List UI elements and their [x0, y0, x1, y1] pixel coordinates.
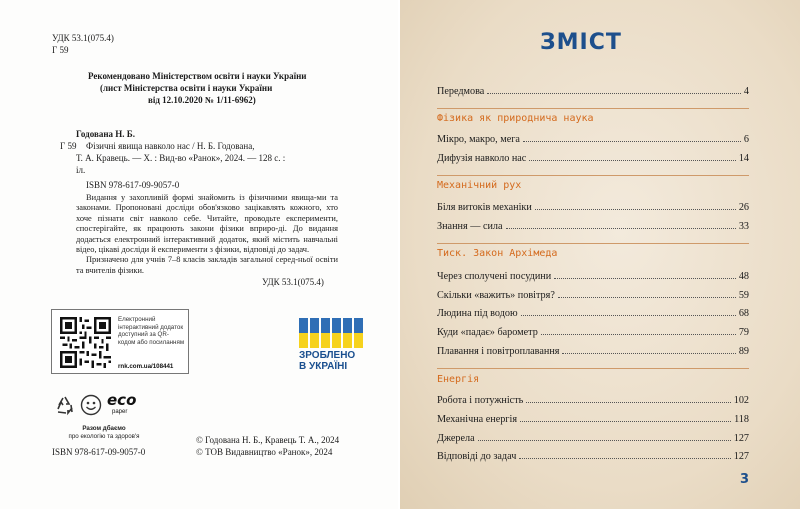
catalog-code: Г 59: [60, 141, 77, 151]
copyright-publisher: © ТОВ Видавництво «Ранок», 2024: [196, 447, 333, 457]
copyright-authors: © Годована Н. Б., Кравець Т. А., 2024: [196, 435, 340, 445]
udk-bottom: УДК 53.1(075.4): [262, 277, 324, 287]
toc-leader-dots: [487, 93, 741, 94]
toc-entry-page: 4: [743, 86, 749, 97]
eco-paper-logo: eco: [107, 391, 137, 409]
toc-entry-page: 118: [734, 414, 749, 425]
qr-code-box: [51, 309, 189, 374]
toc-entry-label: Дифузія навколо нас: [437, 153, 527, 164]
ukraine-flag-icon: [299, 318, 363, 348]
qr-description: Електронний інтерактивний додаток доступний за QR-кодом або посиланням: [118, 316, 185, 346]
toc-entry-label: Мікро, макро, мега: [437, 134, 520, 145]
toc-entry-page: 48: [738, 271, 749, 282]
toc-entry-page: 14: [738, 153, 749, 164]
toc-section-heading[interactable]: Енергія: [437, 374, 480, 385]
toc-entry-label: Передмова: [437, 86, 485, 97]
toc-leader-dots: [558, 297, 736, 298]
toc-leader-dots: [519, 458, 730, 459]
toc-entry-page: 68: [738, 308, 749, 319]
toc-section-heading[interactable]: Фізика як природнича наука: [437, 113, 594, 124]
catalog-line-4: іл.: [76, 165, 86, 175]
toc-entry[interactable]: [437, 218, 749, 232]
toc-leader-dots: [521, 315, 736, 316]
toc-entry[interactable]: [437, 411, 749, 425]
toc-entry[interactable]: [437, 305, 749, 319]
toc-entry-label: Знання — сила: [437, 221, 503, 232]
contents-page: [400, 0, 800, 509]
eco-caption-line-2: про екологію та здоров'я: [68, 432, 140, 440]
made-in-ukraine-line-1: ЗРОБЛЕНО: [299, 350, 356, 361]
catalog-line-2: Фізичні явища навколо нас / Н. Б. Годована,: [86, 141, 255, 151]
udk-top: УДК 53.1(075.4): [52, 33, 114, 43]
toc-leader-dots: [526, 402, 730, 403]
toc-entry[interactable]: [437, 448, 749, 462]
eco-caption: [54, 425, 154, 440]
toc-entry[interactable]: [437, 392, 749, 406]
made-in-ukraine-line-2: В УКРАЇНІ: [299, 360, 348, 372]
made-in-ukraine-badge: [299, 318, 363, 372]
qr-link[interactable]: rnk.com.ua/108441: [118, 363, 174, 370]
toc-leader-dots: [506, 228, 736, 229]
toc-entry-page: 33: [738, 221, 749, 232]
toc-leader-dots: [529, 160, 735, 161]
toc-entry-page: 89: [738, 346, 749, 357]
eco-paper-sub: paper: [112, 409, 128, 415]
toc-entry[interactable]: [437, 287, 749, 301]
toc-entry-label: Джерела: [437, 433, 475, 444]
toc-entry-label: Куди «падає» барометр: [437, 327, 538, 338]
imprint-page: [0, 0, 398, 509]
toc-entry[interactable]: [437, 268, 749, 282]
toc-leader-dots: [520, 421, 731, 422]
annotation-paragraph-1: Видання у захопливій формі знайомить із фізичними явища-ми та законами. Пропоновані досліди обов'язково зацікавлять кожного, хто хоче пізнати світ навколо себе. Читайте, проводьте експерименти, спостерігайте, як працюють закони фізики вприро-ді. До видання додається електронний інтерактивний додаток, який містить навчальні відео, цікаві досліди й експерименти з фізики, відповіді до задач.: [76, 193, 338, 255]
toc-entry-page: 127: [733, 451, 749, 462]
annotation-paragraph-2: Призначено для учнів 7–8 класів закладів загальної серед-ньої освіти та вчителів фізики.: [76, 255, 338, 275]
toc-entry-page: 102: [733, 395, 749, 406]
toc-leader-dots: [541, 334, 736, 335]
catalog-line-3: Т. А. Кравець. — Х. : Вид-во «Ранок», 2024. — 128 с. :: [76, 153, 286, 163]
toc-entry[interactable]: [437, 430, 749, 444]
toc-entry-label: Людина під водою: [437, 308, 518, 319]
isbn-middle: ISBN 978-617-09-9057-0: [86, 180, 180, 190]
section-divider: [437, 108, 749, 109]
toc-leader-dots: [554, 278, 736, 279]
toc-entry-page: 79: [738, 327, 749, 338]
toc-leader-dots: [523, 141, 741, 142]
toc-entry-label: Робота і потужність: [437, 395, 524, 406]
toc-entry-label: Через сполучені посудини: [437, 271, 552, 282]
isbn-bottom: ISBN 978-617-09-9057-0: [52, 447, 146, 457]
toc-leader-dots: [535, 209, 736, 210]
catalog-author: Годована Н. Б.: [76, 129, 136, 139]
section-divider: [437, 175, 749, 176]
toc-entry-label: Скільки «важить» повітря?: [437, 290, 555, 301]
qr-code-icon[interactable]: [60, 317, 111, 368]
toc-entry[interactable]: [437, 150, 749, 164]
recommendation-line-2: (лист Міністерства освіти і науки України: [100, 83, 273, 93]
recommendation-line-3: від 12.10.2020 № 1/11-6962): [148, 95, 256, 105]
toc-entry-page: 26: [738, 202, 749, 213]
toc-section-heading[interactable]: Механічний рух: [437, 180, 522, 191]
toc-entry-page: 6: [743, 134, 749, 145]
annotation: [76, 193, 338, 276]
eco-logos: [52, 392, 142, 418]
toc-entry[interactable]: [437, 343, 749, 357]
toc-entry[interactable]: [437, 199, 749, 213]
toc-entry-label: Механічна енергія: [437, 414, 518, 425]
toc-entry[interactable]: [437, 131, 749, 145]
toc-leader-dots: [478, 440, 731, 441]
bbk-top: Г 59: [52, 45, 69, 55]
toc-entry[interactable]: [437, 324, 749, 338]
section-divider: [437, 368, 749, 369]
toc-entry-label: Відповіді до задач: [437, 451, 517, 462]
section-divider: [437, 243, 749, 244]
contents-title: ЗМІСТ: [540, 30, 622, 55]
toc-entry-page: 127: [733, 433, 749, 444]
toc-leader-dots: [562, 353, 735, 354]
recycle-icon: [54, 394, 76, 416]
eco-caption-line-1: Разом дбаємо: [82, 425, 126, 432]
smiley-icon: [80, 394, 102, 416]
page-number: 3: [740, 472, 750, 487]
toc-entry[interactable]: [437, 83, 749, 97]
toc-entry-page: 59: [738, 290, 749, 301]
toc-section-heading[interactable]: Тиск. Закон Архімеда: [437, 248, 558, 259]
toc-entry-label: Біля витоків механіки: [437, 202, 532, 213]
toc-entry-label: Плавання і повітроплавання: [437, 346, 560, 357]
recommendation-line-1: Рекомендовано Міністерством освіти і науки України: [88, 71, 307, 81]
